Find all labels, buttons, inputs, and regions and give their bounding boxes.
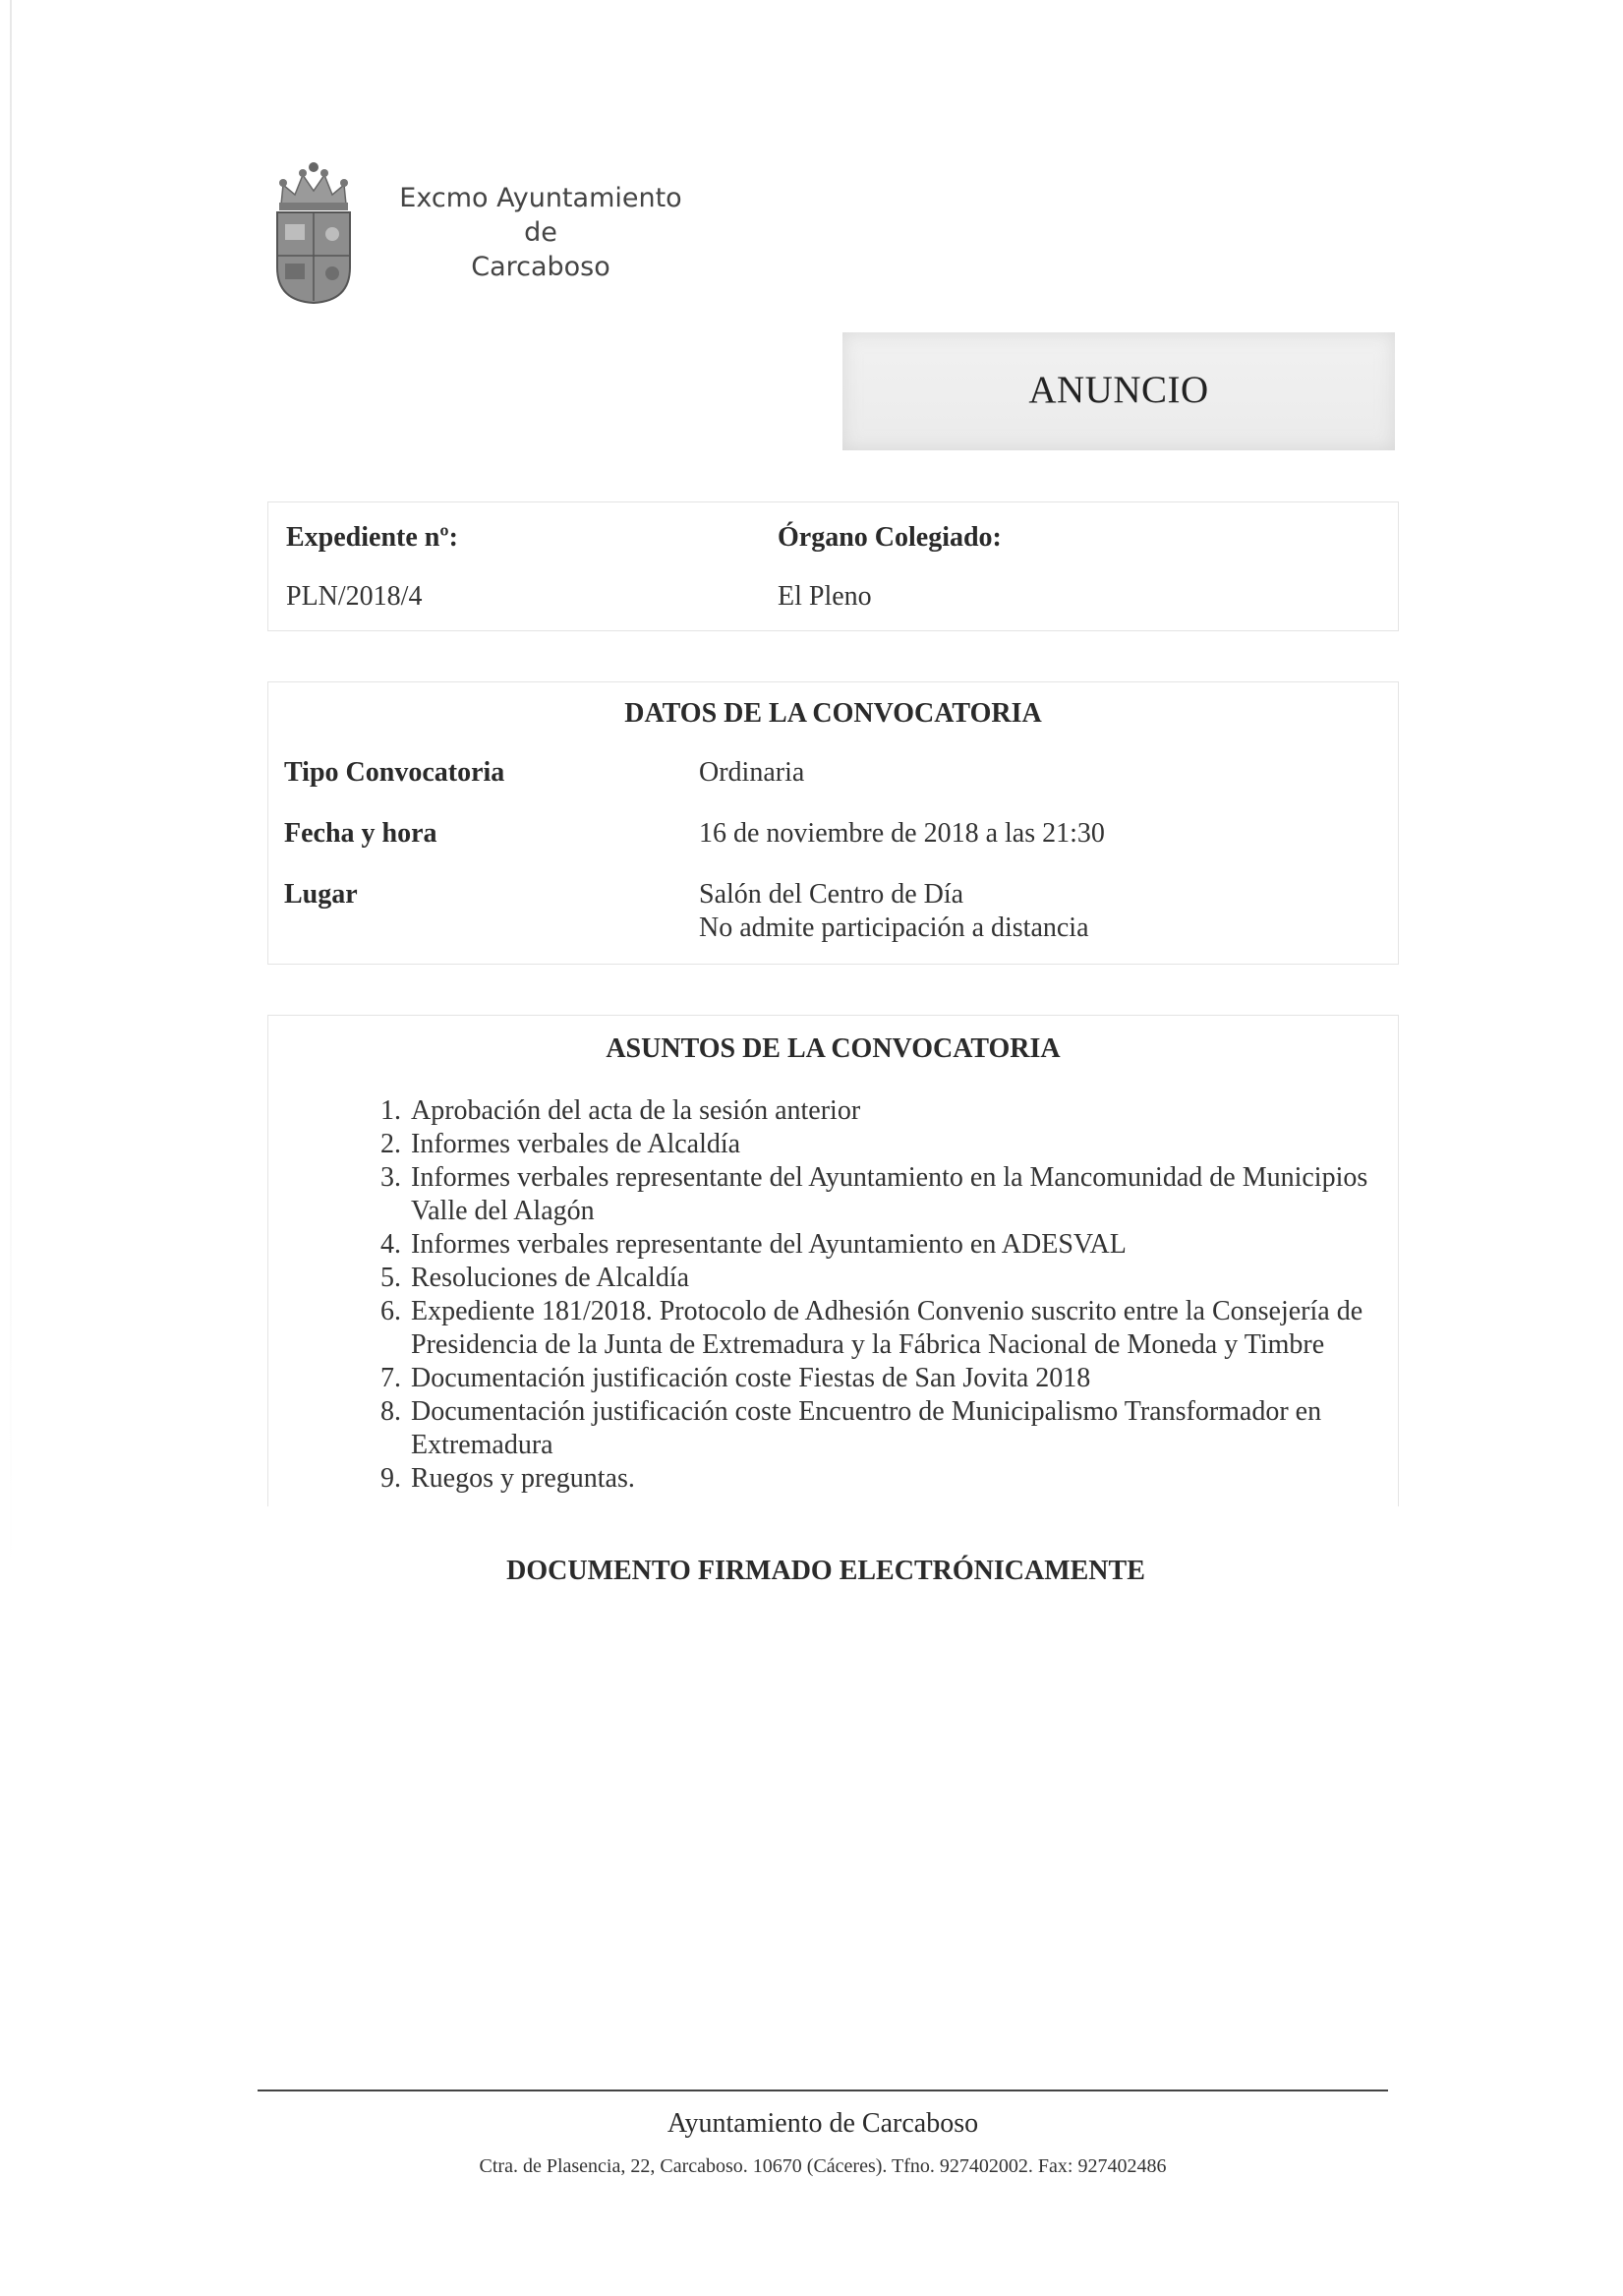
organization-name-line2: de — [524, 217, 557, 248]
organo-label: Órgano Colegiado: — [778, 522, 1002, 553]
list-item-number: 3. — [380, 1162, 401, 1193]
organization-name-line3: Carcaboso — [471, 252, 610, 282]
organization-name — [364, 181, 718, 284]
footer-address: Ctra. de Plasencia, 22, Carcaboso. 10670 (Cáceres). Tfno. 927402002. Fax: 927402486 — [479, 2155, 1167, 2177]
organo-value: El Pleno — [778, 581, 872, 612]
datos-convocatoria-box — [267, 681, 1399, 965]
asuntos-title: ASUNTOS DE LA CONVOCATORIA — [606, 1033, 1061, 1064]
organization-name-line1: Excmo Ayuntamiento — [399, 183, 682, 213]
expediente-value: PLN/2018/4 — [286, 581, 423, 612]
list-item-text: Aprobación del acta de la sesión anterior — [411, 1095, 861, 1126]
letterhead — [273, 157, 725, 305]
datos-row-label: Lugar — [284, 879, 358, 910]
list-item — [308, 1161, 1389, 1228]
list-item-number: 4. — [380, 1229, 401, 1260]
datos-row-value: 16 de noviembre de 2018 a las 21:30 — [699, 818, 1105, 849]
list-item-text: Documentación justificación coste Encuentro de Municipalismo Transformador en — [411, 1396, 1322, 1427]
datos-row-label: Tipo Convocatoria — [284, 757, 505, 788]
list-item-text-continuation: Presidencia de la Junta de Extremadura y la Fábrica Nacional de Moneda y Timbre — [411, 1329, 1325, 1360]
expediente-label: Expediente nº: — [286, 522, 458, 553]
list-item — [308, 1295, 1389, 1362]
list-item-text-continuation: Extremadura — [411, 1430, 553, 1460]
datos-row-label: Fecha y hora — [284, 818, 437, 849]
asuntos-convocatoria-box — [267, 1015, 1399, 1506]
list-item-number: 9. — [380, 1463, 401, 1494]
notice-banner — [842, 332, 1395, 450]
list-item-text: Resoluciones de Alcaldía — [411, 1263, 690, 1293]
list-item-text: Expediente 181/2018. Protocolo de Adhesión Convenio suscrito entre la Consejería de — [411, 1296, 1363, 1326]
list-item-number: 7. — [380, 1363, 401, 1393]
list-item-text-continuation: Valle del Alagón — [411, 1196, 595, 1226]
footer-organization-name: Ayuntamiento de Carcaboso — [667, 2108, 979, 2139]
list-item — [308, 1128, 1389, 1161]
datos-row-value-secondary: No admite participación a distancia — [699, 913, 1089, 943]
coat-of-arms-icon — [273, 157, 354, 305]
list-item-text: Informes verbales de Alcaldía — [411, 1129, 741, 1159]
list-item-number: 5. — [380, 1263, 401, 1293]
footer-divider — [258, 2090, 1388, 2091]
list-item-text: Documentación justificación coste Fiestas de San Jovita 2018 — [411, 1363, 1091, 1393]
list-item — [308, 1462, 1389, 1496]
scan-edge — [10, 0, 12, 1573]
list-item-number: 6. — [380, 1296, 401, 1326]
datos-title: DATOS DE LA CONVOCATORIA — [624, 698, 1042, 729]
notice-title: ANUNCIO — [1028, 369, 1209, 411]
list-item-text: Ruegos y preguntas. — [411, 1463, 635, 1494]
list-item-text: Informes verbales representante del Ayuntamiento en la Mancomunidad de Municipios — [411, 1162, 1368, 1193]
signed-electronically-note: DOCUMENTO FIRMADO ELECTRÓNICAMENTE — [506, 1556, 1145, 1586]
list-item — [308, 1228, 1389, 1262]
agenda-list — [308, 1094, 1389, 1496]
list-item-number: 8. — [380, 1396, 401, 1427]
list-item — [308, 1362, 1389, 1395]
list-item — [308, 1395, 1389, 1462]
list-item — [308, 1094, 1389, 1128]
datos-row-value: Ordinaria — [699, 757, 805, 788]
datos-row-value: Salón del Centro de Día — [699, 879, 964, 910]
list-item-number: 2. — [380, 1129, 401, 1159]
list-item-number: 1. — [380, 1095, 401, 1126]
list-item-text: Informes verbales representante del Ayuntamiento en ADESVAL — [411, 1229, 1127, 1260]
expediente-box — [267, 501, 1399, 631]
list-item — [308, 1262, 1389, 1295]
